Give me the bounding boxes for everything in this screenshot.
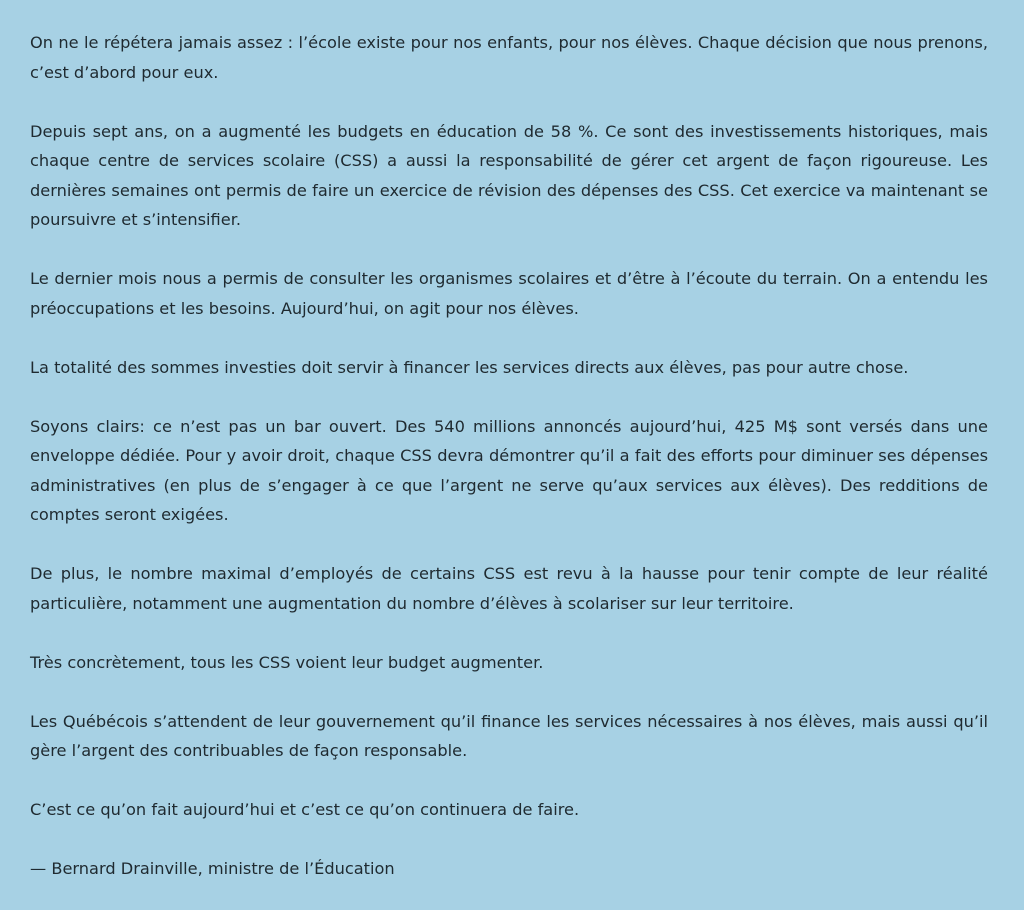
- signature: — Bernard Drainville, ministre de l’Éducation: [30, 859, 395, 878]
- paragraph-9: C’est ce qu’on fait aujourd’hui et c’est ce qu’on continuera de faire.: [30, 800, 580, 819]
- paragraph-7: Très concrètement, tous les CSS voient leur budget augmenter.: [30, 652, 544, 672]
- paragraph-6: De plus, le nombre maximal d’employés de certains CSS est revu à la hausse pour tenir compte de leur réalité particulière, notamment une augmentation du nombre d’élèves à scolariser sur leur territoire.: [30, 564, 988, 613]
- paragraph-1: On ne le répétera jamais assez : l’école existe pour nos enfants, pour nos élèves. Chaque décision que nous prenons, c’est d’abord pour eux.: [30, 33, 988, 82]
- paragraph-2: Depuis sept ans, on a augmenté les budgets en éducation de 58 %. Ce sont des investissements historiques, mais chaque centre de services scolaire (CSS) a aussi la responsabilité de gérer cet argent de façon rigoureuse. Les dernières semaines ont permis de faire un exercice de révision des dépenses des CSS. Cet exercice va maintenant se poursuivre et s’intensifier.: [30, 121, 988, 229]
- paragraph-3: Le dernier mois nous a permis de consulter les organismes scolaires et d’être à l’écoute du terrain. On a entendu les préoccupations et les besoins. Aujourd’hui, on agit pour nos élèves.: [30, 269, 988, 318]
- paragraph-8: Les Québécois s’attendent de leur gouvernement qu’il finance les services nécessaires à nos élèves, mais aussi qu’il gère l’argent des contribuables de façon responsable.: [30, 711, 988, 760]
- paragraph-5: Soyons clairs: ce n’est pas un bar ouvert. Des 540 millions annoncés aujourd’hui, 425 M$ sont versés dans une enveloppe dédiée. Pour y avoir droit, chaque CSS devra démontrer qu’il a fait des efforts pour diminuer ses dépenses administratives (en plus de s’engager à ce que l’argent ne serve qu’aux services aux élèves). Des redditions de comptes seront exigées.: [30, 416, 988, 524]
- paragraph-4: La totalité des sommes investies doit servir à financer les services directs aux élèves, pas pour autre chose.: [30, 357, 909, 377]
